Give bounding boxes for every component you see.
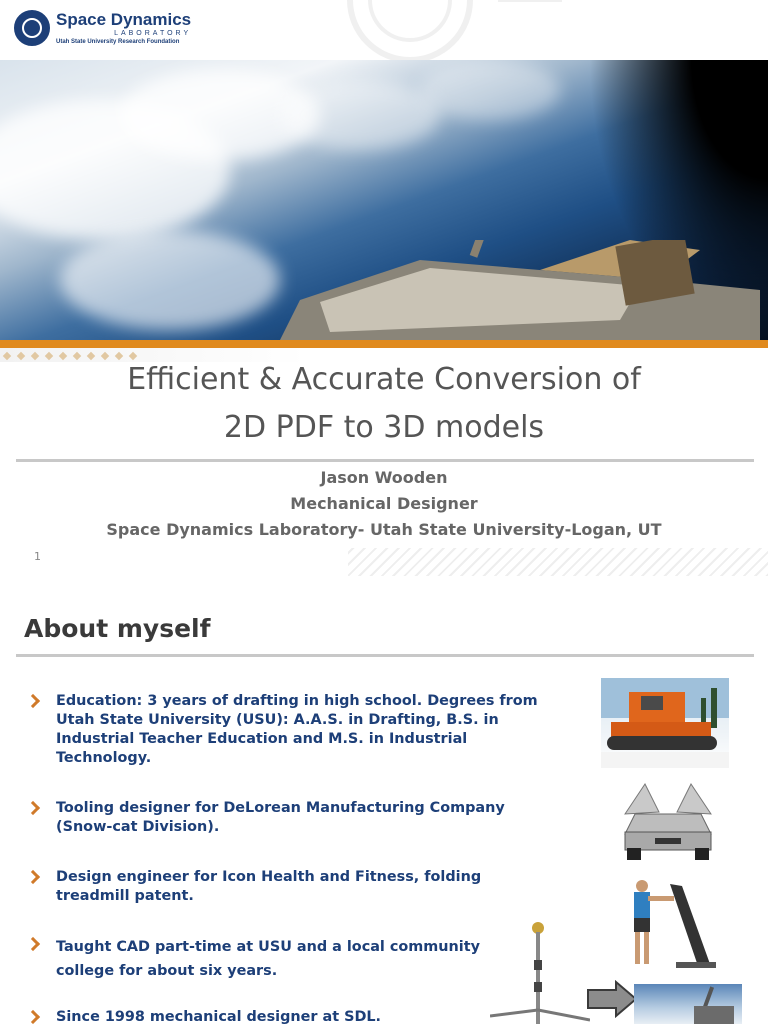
logo-laboratory: LABORATORY bbox=[114, 29, 192, 37]
slide-title bbox=[20, 356, 748, 452]
title-line-1: Efficient & Accurate Conversion of bbox=[127, 362, 641, 397]
seal-icon bbox=[14, 10, 50, 46]
logo-foundation: Utah State University Research Foundation bbox=[56, 38, 180, 45]
author-role: Mechanical Designer bbox=[290, 494, 478, 513]
title-divider bbox=[16, 459, 754, 462]
bullet-text: Education: 3 years of drafting in high school. Degrees from Utah State University (USU): A.A.S. in Drafting, B.S. in Industrial Teacher Education and M.S. in Industrial Technology. bbox=[56, 693, 538, 766]
about-divider bbox=[16, 654, 754, 657]
title-line-2: 2D PDF to 3D models bbox=[223, 410, 545, 445]
chevron-right-icon bbox=[26, 870, 40, 884]
stripe-decoration bbox=[348, 548, 768, 576]
bullet-delorean bbox=[28, 799, 558, 837]
orange-band bbox=[0, 340, 768, 348]
instrument-photo bbox=[490, 920, 590, 1024]
chevron-right-icon bbox=[26, 694, 40, 708]
bullet-icon-health bbox=[28, 868, 558, 906]
logo-name: Space Dynamics bbox=[56, 9, 192, 29]
bullet-taught-cad bbox=[28, 935, 508, 983]
treadmill-photo bbox=[620, 874, 720, 974]
slide-number: 1 bbox=[34, 550, 41, 563]
bullet-text: Taught CAD part-time at USU and a local community college for about six years. bbox=[56, 939, 480, 979]
about-slide bbox=[0, 578, 768, 1024]
chevron-right-icon bbox=[26, 1010, 40, 1024]
chevron-right-icon bbox=[26, 937, 40, 951]
author-affiliation: Space Dynamics Laboratory- Utah State University-Logan, UT bbox=[106, 520, 662, 539]
bullet-text: Tooling designer for DeLorean Manufacturing Company (Snow-cat Division). bbox=[56, 800, 505, 835]
bullet-education bbox=[28, 692, 558, 768]
bullet-text: Design engineer for Icon Health and Fitness, folding treadmill patent. bbox=[56, 869, 482, 904]
space-photo bbox=[634, 984, 742, 1024]
author-name: Jason Wooden bbox=[320, 468, 448, 487]
snowcat-photo bbox=[601, 678, 729, 768]
about-title: About myself bbox=[24, 614, 211, 643]
chevron-right-icon bbox=[26, 801, 40, 815]
arrow-right-icon bbox=[586, 980, 638, 1018]
hero-space-station-image bbox=[0, 60, 768, 340]
station-graphic bbox=[240, 240, 760, 340]
bullet-sdl bbox=[28, 1008, 558, 1024]
delorean-photo bbox=[615, 774, 721, 866]
sdl-logo bbox=[14, 8, 191, 48]
bullet-text: Since 1998 mechanical designer at SDL. bbox=[56, 1009, 382, 1024]
